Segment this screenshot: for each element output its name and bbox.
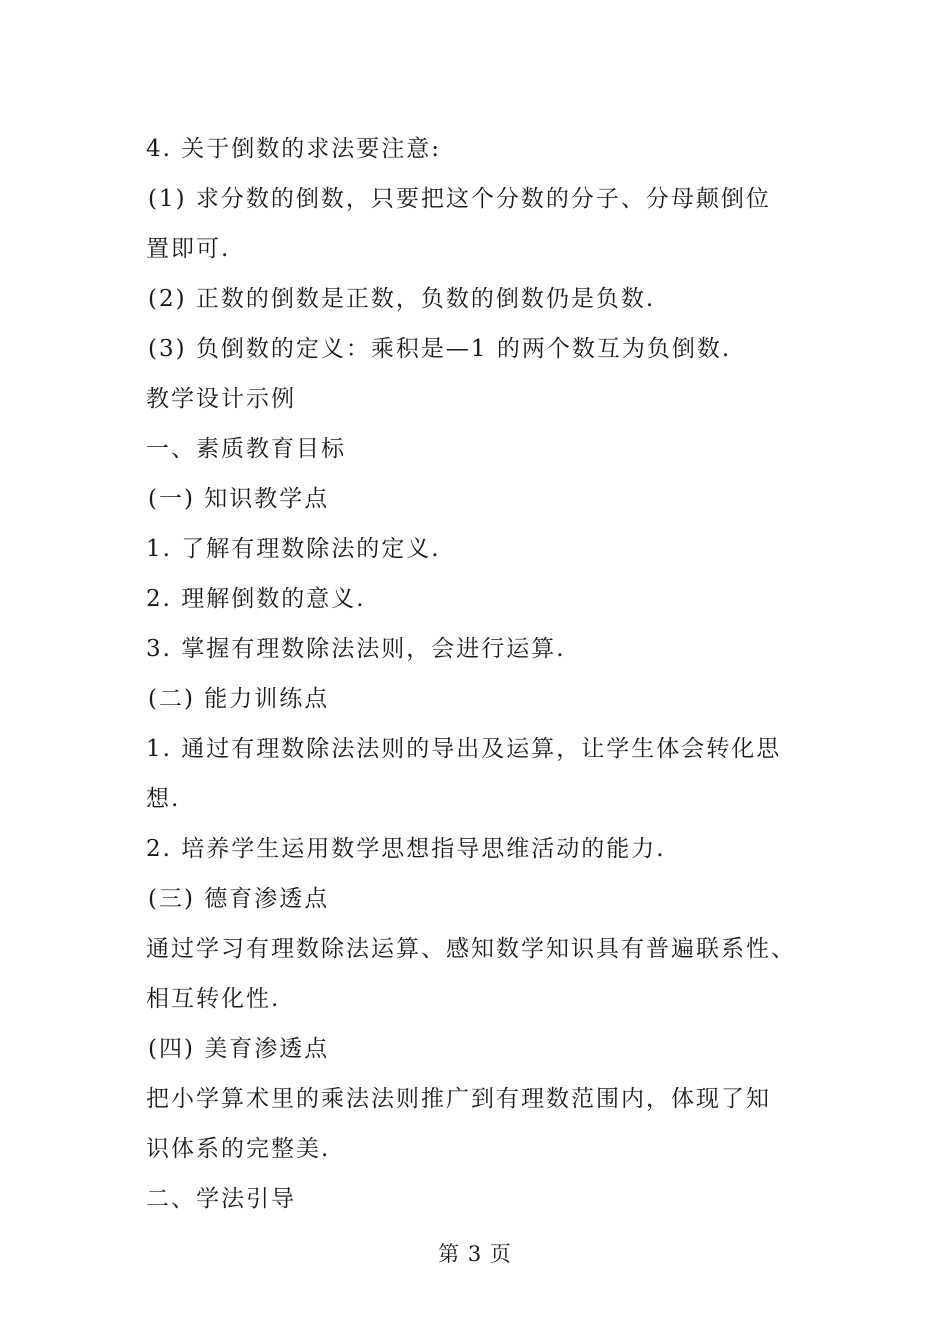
section-heading: 一、素质教育目标 — [146, 436, 346, 462]
page-number: 第 3 页 — [438, 1242, 512, 1266]
subsection-heading: (一) 知识教学点 — [148, 486, 330, 512]
section-heading: 教学设计示例 — [146, 386, 296, 412]
text-line: 3. 掌握有理数除法法则，会进行运算. — [146, 636, 566, 662]
text-line: 2. 理解倒数的意义. — [146, 586, 366, 612]
text-line: 把小学算术里的乘法法则推广到有理数范围内，体现了知 — [146, 1086, 771, 1112]
text-line: 识体系的完整美. — [146, 1136, 331, 1162]
text-line: 通过学习有理数除法运算、感知数学知识具有普遍联系性、 — [146, 936, 796, 962]
text-line: 4. 关于倒数的求法要注意: — [146, 136, 442, 162]
text-line: 置即可. — [146, 236, 231, 262]
subsection-heading: (二) 能力训练点 — [148, 686, 330, 712]
text-line: 想. — [146, 786, 181, 812]
text-line: (3) 负倒数的定义：乘积是—1 的两个数互为负倒数. — [148, 336, 732, 362]
text-line: 相互转化性. — [146, 986, 281, 1012]
text-line: (2) 正数的倒数是正数，负数的倒数仍是负数. — [148, 286, 656, 312]
text-line: 2. 培养学生运用数学思想指导思维活动的能力. — [146, 836, 666, 862]
text-line: 1. 了解有理数除法的定义. — [146, 536, 441, 562]
subsection-heading: (三) 德育渗透点 — [148, 886, 330, 912]
text-line: (1) 求分数的倒数，只要把这个分数的分子、分母颠倒位 — [148, 186, 771, 212]
text-line: 1. 通过有理数除法法则的导出及运算，让学生体会转化思 — [146, 736, 782, 762]
section-heading: 二、学法引导 — [146, 1186, 296, 1212]
subsection-heading: (四) 美育渗透点 — [148, 1036, 330, 1062]
